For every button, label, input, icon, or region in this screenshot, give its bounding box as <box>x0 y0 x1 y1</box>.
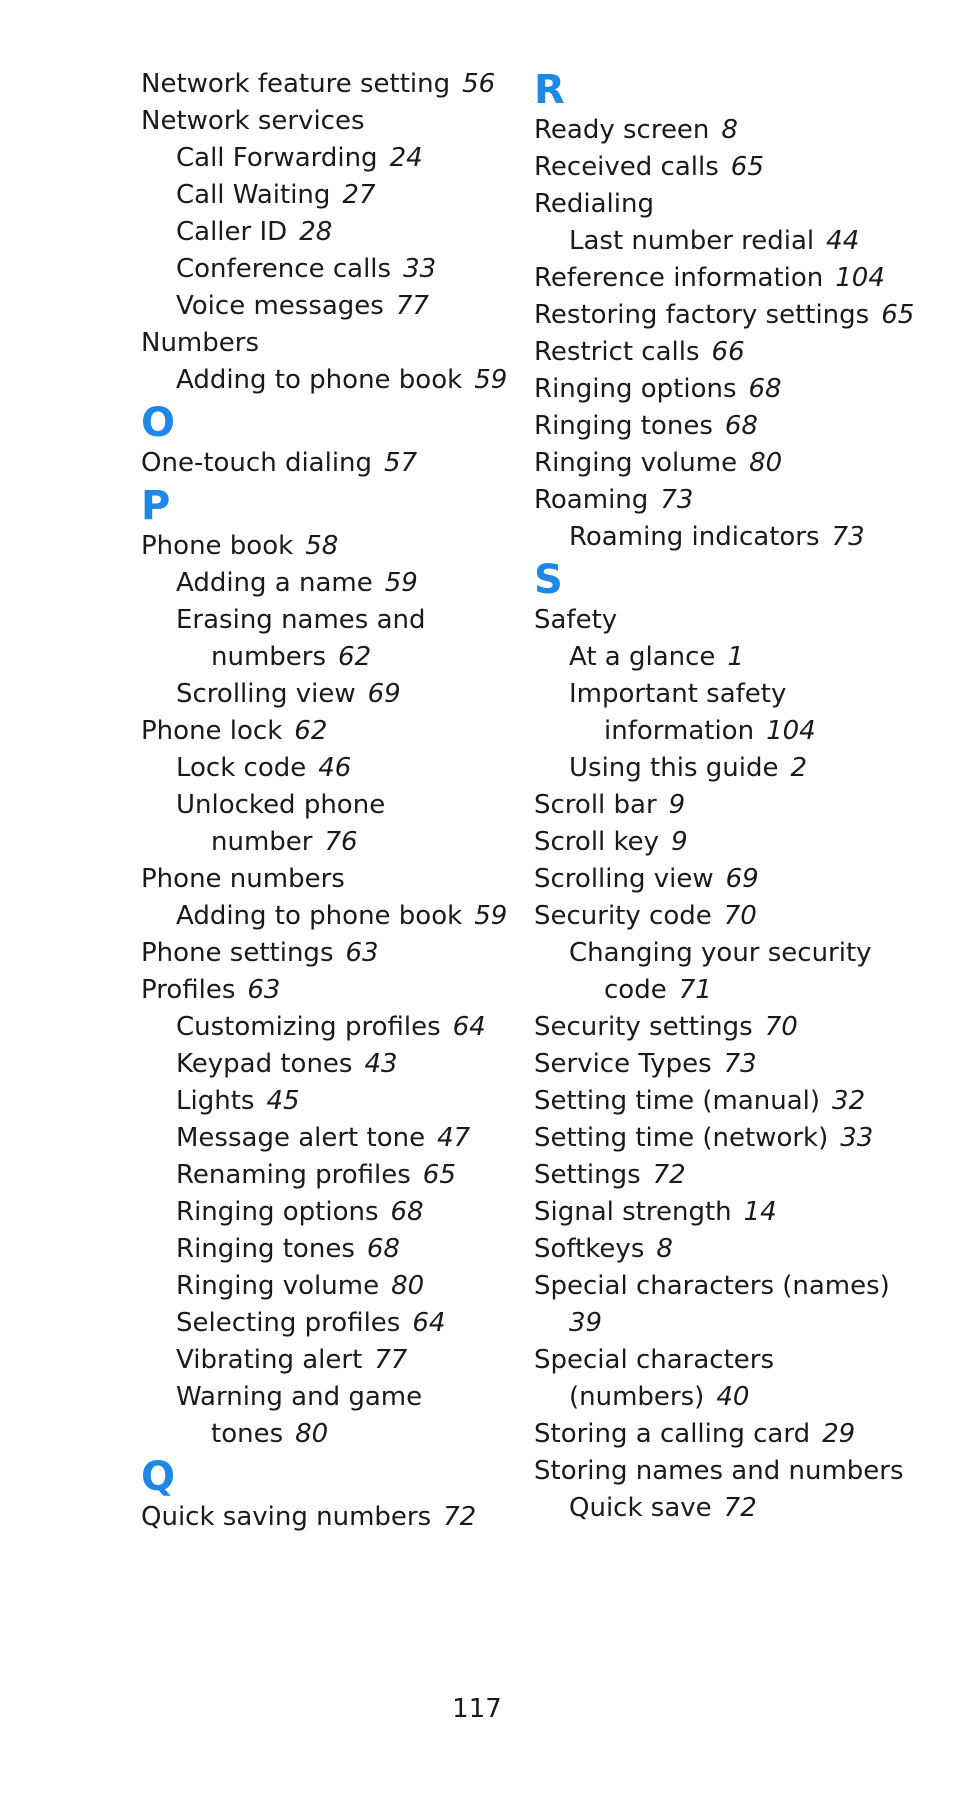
page-ref: 28 <box>299 217 333 247</box>
entry-text: Renaming profiles <box>176 1160 411 1190</box>
index-entry <box>534 787 934 824</box>
page-ref: 69 <box>367 679 401 709</box>
entry-text: Service Types <box>534 1049 712 1079</box>
page-ref: 70 <box>764 1012 798 1042</box>
index-entry <box>534 1416 934 1453</box>
index-subentry <box>534 1305 934 1342</box>
index-subentry <box>141 676 511 713</box>
page-ref: 9 <box>671 827 688 857</box>
page-ref: 59 <box>474 365 508 395</box>
page-ref: 77 <box>374 1345 408 1375</box>
entry-text: tones <box>211 1419 284 1449</box>
page-ref: 1 <box>727 642 744 672</box>
page-ref: 45 <box>266 1086 300 1116</box>
index-entry <box>534 1268 934 1305</box>
page-ref: 65 <box>730 152 764 182</box>
index-entry <box>141 528 511 565</box>
entry-text: Caller ID <box>176 217 288 247</box>
entry-text: Ringing volume <box>176 1271 380 1301</box>
entry-text: Softkeys <box>534 1234 645 1264</box>
index-entry <box>534 824 934 861</box>
entry-text: Setting time (network) <box>534 1123 829 1153</box>
index-subentry <box>141 750 511 787</box>
page-ref: 64 <box>452 1012 486 1042</box>
entry-text: Storing names and numbers <box>534 1456 904 1486</box>
page-ref: 58 <box>305 531 339 561</box>
page-ref: 72 <box>723 1493 757 1523</box>
index-entry <box>141 103 511 140</box>
entry-text: Restoring factory settings <box>534 300 870 330</box>
index-subentry <box>534 750 934 787</box>
entry-text: Scroll bar <box>534 790 657 820</box>
entry-text: Safety <box>534 605 618 635</box>
entry-text: Ringing options <box>534 374 737 404</box>
page-ref: 68 <box>390 1197 424 1227</box>
index-entry <box>534 861 934 898</box>
index-column-right <box>534 66 934 1527</box>
page-ref: 80 <box>295 1419 329 1449</box>
entry-text: Special characters (names) <box>534 1271 890 1301</box>
page-ref: 8 <box>656 1234 673 1264</box>
page-ref: 9 <box>668 790 686 820</box>
index-entry <box>141 325 511 362</box>
index-entry <box>141 935 511 972</box>
index-entry <box>534 371 934 408</box>
index-entry <box>141 972 511 1009</box>
entry-text: Roaming <box>534 485 649 515</box>
index-entry <box>534 482 934 519</box>
entry-text: Profiles <box>141 975 236 1005</box>
entry-text: Conference calls <box>176 254 392 284</box>
index-entry <box>141 861 511 898</box>
page-ref: 39 <box>569 1308 603 1338</box>
entry-text: Phone settings <box>141 938 334 968</box>
entry-text: At a glance <box>569 642 716 672</box>
index-subentry <box>141 602 511 639</box>
entry-text: Numbers <box>141 328 259 358</box>
section-letter: P <box>141 483 171 529</box>
index-subentry <box>534 639 934 676</box>
page-ref: 43 <box>364 1049 398 1079</box>
index-subentry <box>141 1083 511 1120</box>
page-ref: 104 <box>766 716 816 746</box>
entry-text: Adding to phone book <box>176 901 463 931</box>
page-ref: 77 <box>395 291 429 321</box>
index-column-left <box>141 66 511 1536</box>
page-ref: 66 <box>711 337 745 367</box>
entry-text: Ringing options <box>176 1197 379 1227</box>
index-subentry <box>534 1379 934 1416</box>
entry-text: Unlocked phone <box>176 790 386 820</box>
index-subentry <box>141 1046 511 1083</box>
entry-text: (numbers) <box>569 1382 705 1412</box>
entry-text: Erasing names and <box>176 605 426 635</box>
index-entry <box>141 713 511 750</box>
page-ref: 71 <box>678 975 712 1005</box>
index-subentry <box>141 1194 511 1231</box>
page-ref: 62 <box>338 642 372 672</box>
page-ref: 46 <box>318 753 352 783</box>
index-subentry <box>141 1157 511 1194</box>
entry-text: Scrolling view <box>534 864 714 894</box>
index-entry <box>534 186 934 223</box>
index-entry <box>534 408 934 445</box>
page-ref: 68 <box>748 374 782 404</box>
page-ref: 57 <box>384 448 418 478</box>
index-subentry <box>141 177 511 214</box>
entry-text: information <box>604 716 755 746</box>
page-ref: 76 <box>324 827 358 857</box>
entry-text: Keypad tones <box>176 1049 353 1079</box>
page-ref: 29 <box>822 1419 856 1449</box>
entry-text: Message alert tone <box>176 1123 426 1153</box>
index-entry <box>534 898 934 935</box>
page-ref: 8 <box>721 115 738 145</box>
page-ref: 65 <box>422 1160 456 1190</box>
entry-text: Security code <box>534 901 712 931</box>
section-letter: Q <box>141 1454 176 1500</box>
entry-text: Voice messages <box>176 291 384 321</box>
index-entry <box>534 1342 934 1379</box>
page-ref: 33 <box>403 254 437 284</box>
page-ref: 2 <box>790 753 808 783</box>
page-ref: 68 <box>724 411 758 441</box>
section-letter: S <box>534 557 563 603</box>
index-subentry <box>141 288 511 325</box>
page-ref: 73 <box>831 522 865 552</box>
index-subentry <box>141 639 511 676</box>
page-ref: 80 <box>749 448 783 478</box>
page-ref: 27 <box>342 180 376 210</box>
page-ref: 63 <box>345 938 379 968</box>
entry-text: Changing your security <box>569 938 872 968</box>
entry-text: Storing a calling card <box>534 1419 811 1449</box>
entry-text: Phone lock <box>141 716 283 746</box>
index-entry <box>534 1157 934 1194</box>
section-letter: R <box>534 67 565 113</box>
index-subentry <box>141 251 511 288</box>
page-ref: 47 <box>437 1123 471 1153</box>
entry-text: number <box>211 827 313 857</box>
page-ref: 80 <box>391 1271 425 1301</box>
page-ref: 70 <box>723 901 757 931</box>
index-subentry <box>141 1009 511 1046</box>
index-entry <box>141 66 511 103</box>
page-ref: 24 <box>389 143 423 173</box>
page-ref: 64 <box>412 1308 446 1338</box>
entry-text: Last number redial <box>569 226 815 256</box>
entry-text: Call Waiting <box>176 180 331 210</box>
entry-text: One-touch dialing <box>141 448 373 478</box>
index-subentry <box>141 898 511 935</box>
index-entry <box>141 445 511 482</box>
entry-text: Adding to phone book <box>176 365 463 395</box>
entry-text: Security settings <box>534 1012 753 1042</box>
entry-text: Special characters <box>534 1345 774 1375</box>
page-ref: 65 <box>881 300 915 330</box>
entry-text: Important safety <box>569 679 787 709</box>
page-ref: 62 <box>294 716 328 746</box>
entry-text: code <box>604 975 667 1005</box>
page-ref: 44 <box>826 226 860 256</box>
index-subentry <box>141 565 511 602</box>
page-number: 117 <box>452 1694 502 1724</box>
index-entry <box>534 602 934 639</box>
index-entry <box>534 1009 934 1046</box>
entry-text: Setting time (manual) <box>534 1086 821 1116</box>
page-ref: 40 <box>716 1382 750 1412</box>
index-entry <box>534 297 934 334</box>
index-subentry <box>141 1305 511 1342</box>
index-entry <box>534 149 934 186</box>
index-entry <box>534 334 934 371</box>
entry-text: Network services <box>141 106 365 136</box>
entry-text: Using this guide <box>569 753 779 783</box>
entry-text: Warning and game <box>176 1382 423 1412</box>
index-entry <box>534 1231 934 1268</box>
entry-text: Scrolling view <box>176 679 356 709</box>
page-ref: 68 <box>366 1234 400 1264</box>
index-entry <box>534 1083 934 1120</box>
index-entry <box>534 1194 934 1231</box>
index-subentry <box>141 1342 511 1379</box>
page-ref: 56 <box>462 69 496 99</box>
index-subentry <box>141 787 511 824</box>
page-ref: 104 <box>835 263 885 293</box>
index-entry <box>141 1499 511 1536</box>
index-subentry <box>141 362 511 399</box>
index-entry <box>534 1453 934 1490</box>
entry-text: Vibrating alert <box>176 1345 363 1375</box>
entry-text: Quick saving numbers <box>141 1502 432 1532</box>
page-ref: 72 <box>652 1160 686 1190</box>
index-subentry <box>141 140 511 177</box>
page-ref: 69 <box>725 864 759 894</box>
page-ref: 33 <box>840 1123 874 1153</box>
entry-text: Lights <box>176 1086 255 1116</box>
page-ref: 14 <box>743 1197 777 1227</box>
entry-text: Scroll key <box>534 827 660 857</box>
index-subentry <box>534 713 934 750</box>
entry-text: Customizing profiles <box>176 1012 441 1042</box>
entry-text: Ready screen <box>534 115 710 145</box>
entry-text: Reference information <box>534 263 824 293</box>
index-subentry <box>534 676 934 713</box>
index-subentry <box>534 972 934 1009</box>
entry-text: Ringing tones <box>176 1234 355 1264</box>
index-subentry <box>141 824 511 861</box>
page-ref: 73 <box>660 485 694 515</box>
entry-text: Lock code <box>176 753 307 783</box>
index-entry <box>534 112 934 149</box>
entry-text: Phone book <box>141 531 294 561</box>
index-subentry <box>141 214 511 251</box>
entry-text: Selecting profiles <box>176 1308 401 1338</box>
entry-text: numbers <box>211 642 327 672</box>
index-subentry <box>534 223 934 260</box>
index-subentry <box>141 1416 511 1453</box>
entry-text: Signal strength <box>534 1197 732 1227</box>
entry-text: Ringing volume <box>534 448 738 478</box>
index-subentry <box>141 1268 511 1305</box>
entry-text: Ringing tones <box>534 411 713 441</box>
page-ref: 73 <box>723 1049 757 1079</box>
page-ref: 32 <box>832 1086 866 1116</box>
index-subentry <box>141 1379 511 1416</box>
index-entry <box>534 445 934 482</box>
entry-text: Settings <box>534 1160 641 1190</box>
index-entry <box>534 1120 934 1157</box>
index-subentry <box>141 1231 511 1268</box>
entry-text: Call Forwarding <box>176 143 378 173</box>
index-subentry <box>141 1120 511 1157</box>
page-ref: 63 <box>247 975 281 1005</box>
page-ref: 59 <box>384 568 418 598</box>
index-subentry <box>534 935 934 972</box>
page-ref: 72 <box>443 1502 477 1532</box>
entry-text: Roaming indicators <box>569 522 820 552</box>
page-ref: 59 <box>474 901 508 931</box>
entry-text: Received calls <box>534 152 719 182</box>
index-entry <box>534 1046 934 1083</box>
entry-text: Redialing <box>534 189 654 219</box>
index-entry <box>534 260 934 297</box>
index-subentry <box>534 519 934 556</box>
section-letter: O <box>141 400 176 446</box>
entry-text: Restrict calls <box>534 337 700 367</box>
index-subentry <box>534 1490 934 1527</box>
entry-text: Adding a name <box>176 568 373 598</box>
entry-text: Quick save <box>569 1493 712 1523</box>
entry-text: Phone numbers <box>141 864 345 894</box>
entry-text: Network feature setting <box>141 69 451 99</box>
